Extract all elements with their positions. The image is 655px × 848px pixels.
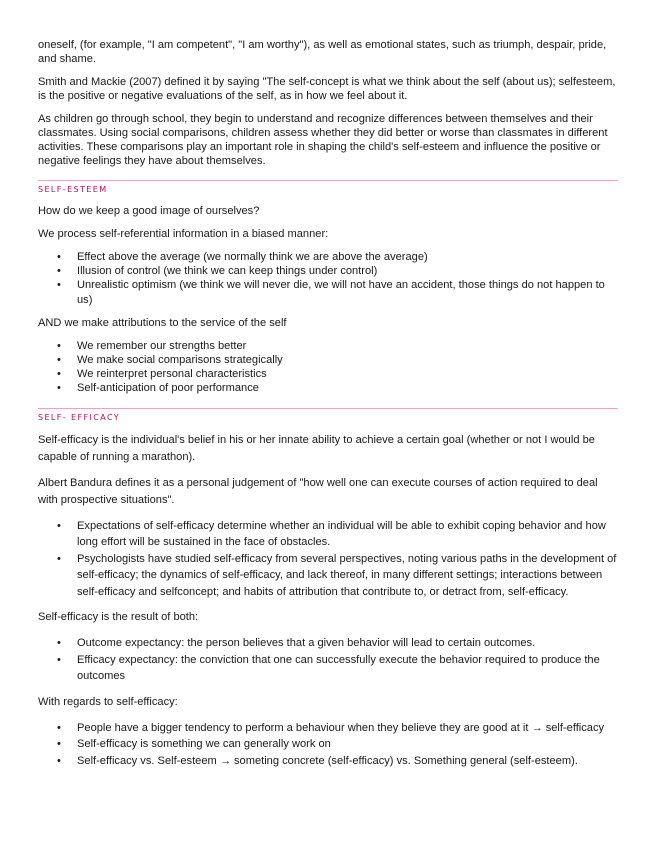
intro-paragraph-1: oneself, (for example, "I am competent", "I am worthy"), as well as emotional states, such as triumph, despair, pride, and shame. — [38, 39, 607, 65]
list-item: • Effect above the average (we normally think we are above the average) — [38, 250, 618, 264]
bias-list — [38, 250, 618, 307]
list-item: • People have a bigger tendency to perform a behaviour when they believe they are good at it → self-efficacy — [38, 720, 618, 737]
section-divider — [38, 408, 618, 409]
list-item: • We reinterpret personal characteristics — [38, 367, 618, 381]
list-item: • We make social comparisons strategically — [38, 353, 618, 367]
section-heading-self-efficacy: SELF- EFFICACY — [38, 412, 121, 422]
list-item: • Unrealistic optimism (we think we will never die, we will not have an accident, those things do not happen to us) — [38, 278, 618, 306]
document-page — [38, 38, 618, 778]
section-divider — [38, 180, 618, 181]
both-lead: Self-efficacy is the result of both: — [38, 611, 199, 624]
attribution-list — [38, 339, 618, 396]
list-item: • Efficacy expectancy: the conviction that one can successfully execute the behavior required to produce the outcomes — [38, 652, 618, 685]
self-esteem-lead: We process self-referential information in a biased manner: — [38, 228, 329, 240]
intro-paragraph-3: As children go through school, they begin to understand and recognize differences between themselves and their classmates. Using social comparisons, children assess whether they did better or worse than classmates in different activities. These comparisons play an important role in shaping the child's self-esteem and influence the positive or negative feelings they have about themselves. — [38, 113, 608, 167]
intro-paragraph-2: Smith and Mackie (2007) defined it by saying "The self-concept is what we think about the self (about us); selfesteem, is the positive or negative evaluations of the self, as in how we feel about it. — [38, 76, 616, 102]
list-item: • Self-efficacy is something we can generally work on — [38, 736, 618, 753]
list-item: • Self-efficacy vs. Self-esteem → someting concrete (self-efficacy) vs. Something general (self-esteem). — [38, 753, 618, 770]
regards-lead: With regards to self-efficacy: — [38, 695, 178, 708]
self-efficacy-definition: Self-efficacy is the individual's belief in his or her innate ability to achieve a certain goal (whether or not I would be capable of running a marathon). — [38, 433, 595, 463]
list-item: • Psychologists have studied self-efficacy from several perspectives, noting various paths in the development of self-efficacy; the dynamics of self-efficacy, and lack thereof, in many different settings; interactions between self-efficacy and selfconcept; and habits of attribution that contribute to, or detract from, self-efficacy. — [38, 551, 618, 601]
both-list — [38, 635, 618, 685]
list-item: • Outcome expectancy: the person believes that a given behavior will lead to certain outcomes. — [38, 635, 618, 652]
section-heading-self-esteem: SELF-ESTEEM — [38, 185, 108, 194]
bandura-definition: Albert Bandura defines it as a personal judgement of "how well one can execute courses of action required to deal with prospective situations". — [38, 476, 598, 506]
list-item: • Self-anticipation of poor performance — [38, 381, 618, 395]
attributions-lead: AND we make attributions to the service of the self — [38, 316, 287, 329]
list-item: • Expectations of self-efficacy determine whether an individual will be able to exhibit coping behavior and how long effort will be sustained in the face of obstacles. — [38, 518, 618, 551]
self-esteem-question: How do we keep a good image of ourselves? — [38, 205, 260, 217]
regards-list — [38, 720, 618, 770]
list-item: • Illusion of control (we think we can keep things under control) — [38, 264, 618, 278]
list-item: • We remember our strengths better — [38, 339, 618, 353]
expectation-list — [38, 518, 618, 601]
